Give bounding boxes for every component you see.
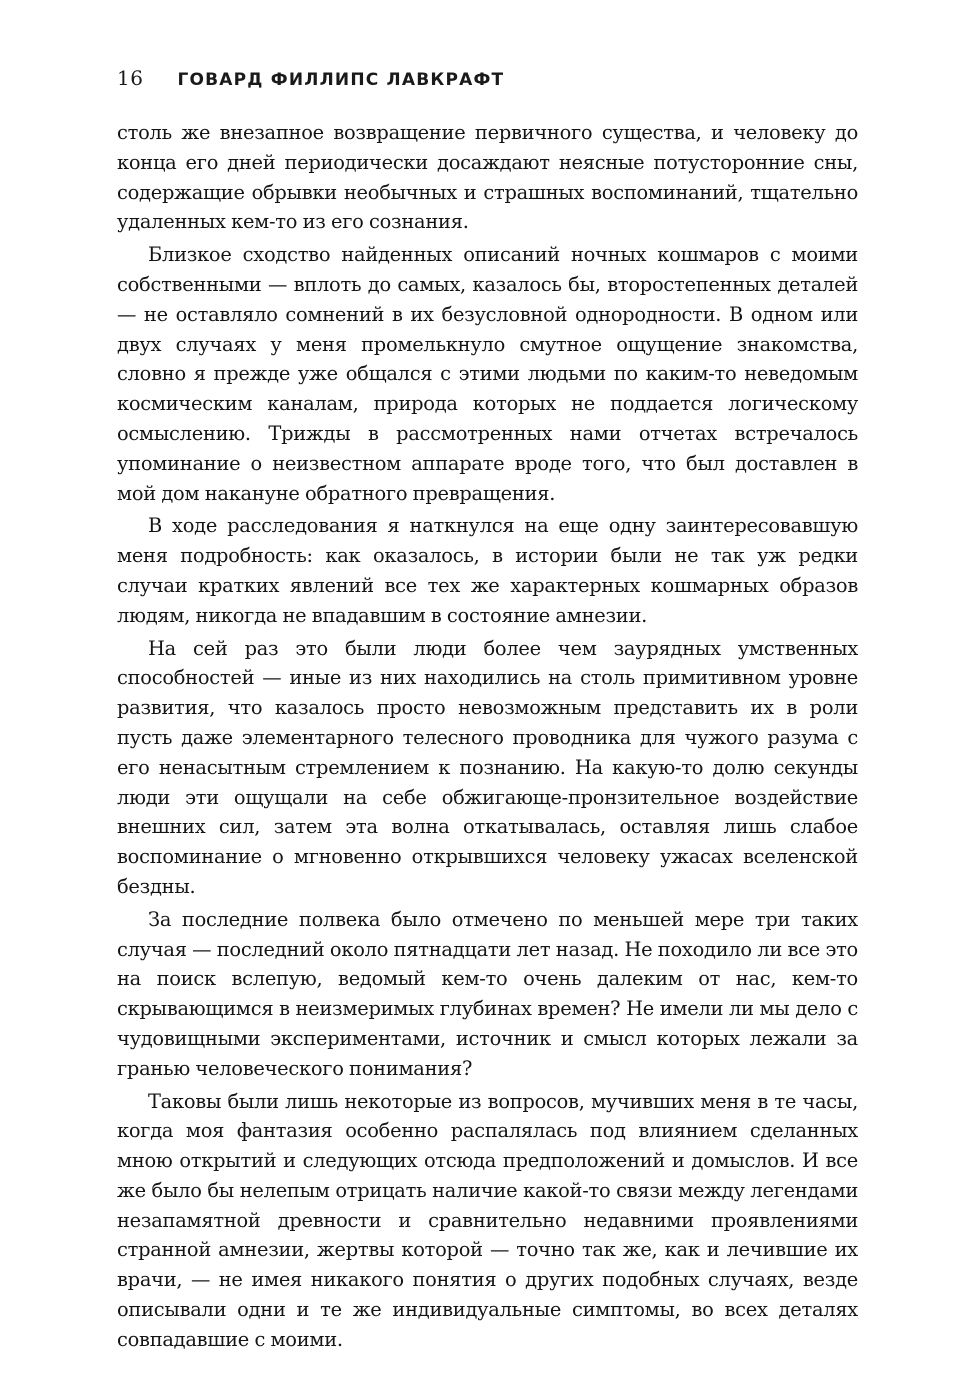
page-number: 16 xyxy=(117,66,144,90)
paragraph: Близкое сходство найденных описаний ночных кошмаров с моими собственными — вплоть до самых, казалось бы, второстепенных деталей — не оставляло сомнений в их безусловной однородности. В одном или двух случаях у меня промелькнуло смутное ощущение знакомства, словно я прежде уже общался с этими людьми по каким-то неведомым космическим каналам, природа которых не поддается логическому осмыслению. Трижды в рассмотренных нами отчетах встречалось упоминание о неизвестном аппарате вроде того, что был доставлен в мой дом накануне обратного превращения. xyxy=(117,243,858,505)
body-text xyxy=(117,118,858,1358)
paragraph-continuation: столь же внезапное возвращение первичного существа, и человеку до конца его дней периодически досаждают неясные потусторонние сны, содержащие обрывки необычных и страшных воспоминаний, тщательно удаленных кем-то из его сознания. xyxy=(117,121,858,234)
running-head xyxy=(117,66,504,100)
running-head-author: ГОВАРД ФИЛЛИПС ЛАВКРАФТ xyxy=(177,70,505,90)
paragraph: В ходе расследования я наткнулся на еще одну заинтересовавшую меня подробность: как оказалось, в истории были не так уж редки случаи кратких явлений все тех же характерных кошмарных образов людям, никогда не впадавшим в состояние амнезии. xyxy=(117,514,858,627)
paragraph: За последние полвека было отмечено по меньшей мере три таких случая — последний около пятнадцати лет назад. Не походило ли все это на поиск вслепую, ведомый кем-то очень далеким от нас, кем-то скрывающимся в неизмеримых глубинах времен? Не имели ли мы дело с чудовищными экспериментами, источник и смысл которых лежали за гранью человеческого понимания? xyxy=(117,907,858,1080)
paragraph: Таковы были лишь некоторые из вопросов, мучивших меня в те часы, когда моя фантазия особенно распалялась под влиянием сделанных мною открытий и следующих отсюда предположений и домыслов. И все же было бы нелепым отрицать наличие какой-то связи между легендами незапамятной древности и сравнительно недавними проявлениями странной амнезии, жертвы которой — точно так же, как и лечившие их врачи, — не имея никакого понятия о других подобных случаях, везде описывали одни и те же индивидуальные симптомы, во всех деталях совпадавшие с моими. xyxy=(117,1089,858,1351)
paragraph: На сей раз это были люди более чем заурядных умственных способностей — иные из них находились на столь примитивном уровне развития, что казалось просто невозможным представить их в роли пусть даже элементарного телесного проводника для чужого разума с его ненасытным стремлением к познанию. На какую-то долю секунды люди эти ощущали на себе обжигающе-пронзительное воздействие внешних сил, затем эта волна откатывалась, оставляя лишь слабое воспоминание о мгновенно открывшихся человеку ужасах вселенской бездны. xyxy=(117,636,858,898)
